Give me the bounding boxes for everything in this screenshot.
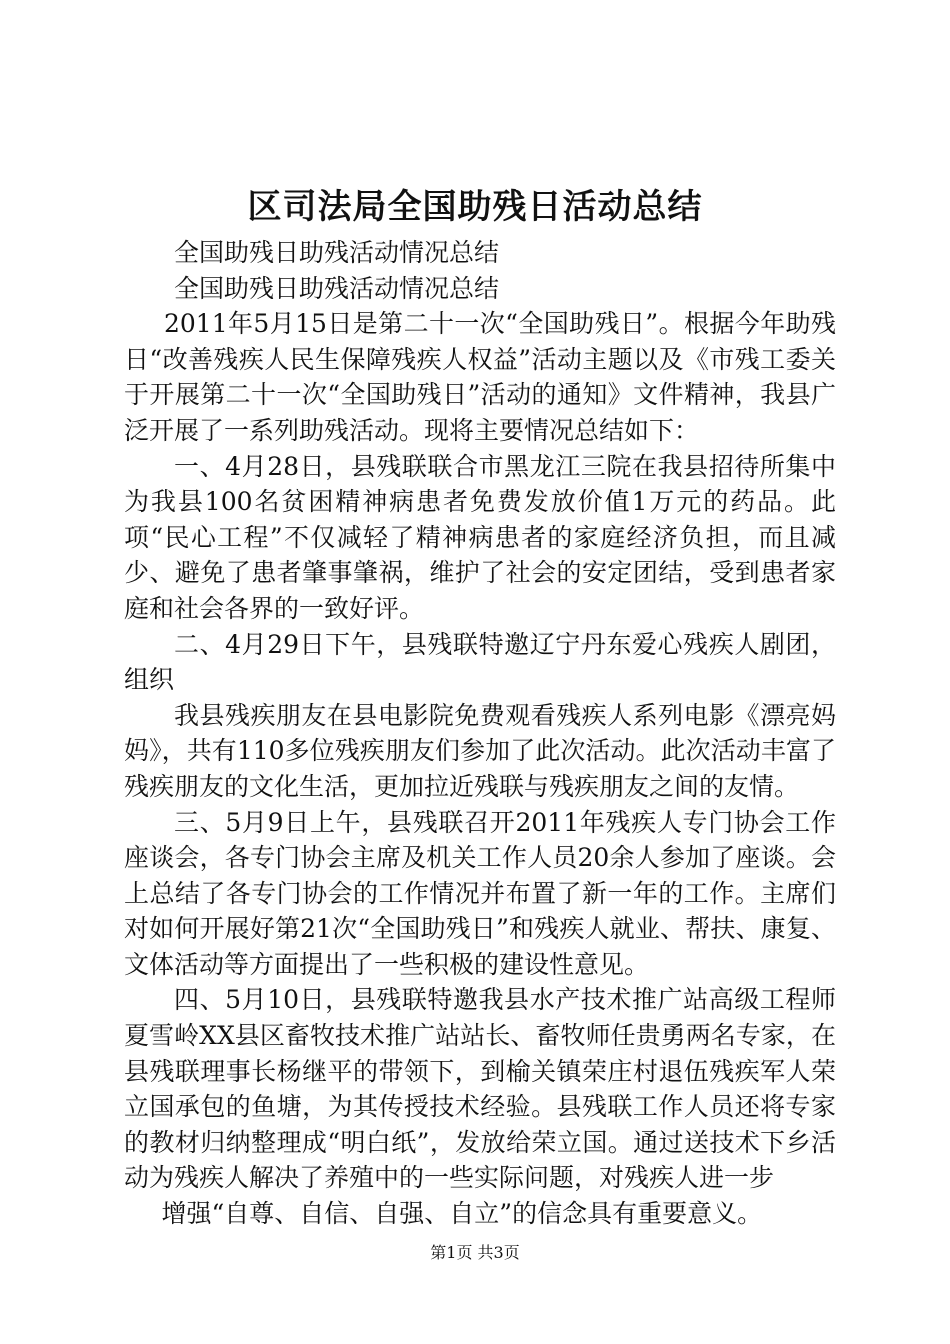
page-number-footer: 第1页 共3页 bbox=[430, 1243, 520, 1262]
body-paragraph: 我县残疾朋友在县电影院免费观看残疾人系列电影《漂亮妈妈》，共有110多位残疾朋友们参加了此次活动。此次活动丰富了残疾朋友的文化生活，更加拉近残联与残疾朋友之间的友情。 bbox=[124, 700, 836, 801]
body-paragraph: 三、5月9日上午，县残联召开2011年残疾人专门协会工作座谈会，各专门协会主席及机关工作人员20余人参加了座谈。会上总结了各专门协会的工作情况并布置了新一年的工作。主席们对如何开展好第21次“全国助残日”和残疾人就业、帮扶、康复、文体活动等方面提出了一些积极的建设性意见。 bbox=[124, 807, 836, 979]
body-paragraph: 一、4月28日，县残联联合市黑龙江三院在我县招待所集中为我县100名贫困精神病患者免费发放价值1万元的药品。此项“民心工程”不仅减轻了精神病患者的家庭经济负担，而且减少、避免了患者肇事肇祸，维护了社会的安定团结，受到患者家庭和社会各界的一致好评。 bbox=[124, 451, 836, 623]
document-body bbox=[124, 235, 836, 1232]
body-paragraph: 四、5月10日，县残联特邀我县水产技术推广站高级工程师夏雪岭XX县区畜牧技术推广站站长、畜牧师任贵勇两名专家，在县残联理事长杨继平的带领下，到榆关镇荣庄村退伍残疾军人荣立国承包的鱼塘，为其传授技术经验。县残联工作人员还将专家的教材归纳整理成“明白纸”，发放给荣立国。通过送技术下乡活动为残疾人解决了养殖中的一些实际问题，对残疾人进一步 bbox=[124, 985, 836, 1193]
document-title: 区司法局全国助残日活动总结 bbox=[247, 187, 703, 227]
body-paragraph: 二、4月29日下午，县残联特邀辽宁丹东爱心残疾人剧团，组织 bbox=[124, 629, 836, 695]
subtitle-line: 全国助残日助残活动情况总结 bbox=[174, 273, 500, 303]
body-paragraph: 增强“自尊、自信、自强、自立”的信念具有重要意义。 bbox=[161, 1199, 763, 1229]
body-paragraph: 2011年5月15日是第二十一次“全国助残日”。根据今年助残日“改善残疾人民生保障残疾人权益”活动主题以及《市残工委关于开展第二十一次“全国助残日”活动的通知》文件精神，我县广泛开展了一系列助残活动。现将主要情况总结如下： bbox=[124, 309, 836, 445]
subtitle-line: 全国助残日助残活动情况总结 bbox=[174, 238, 500, 267]
